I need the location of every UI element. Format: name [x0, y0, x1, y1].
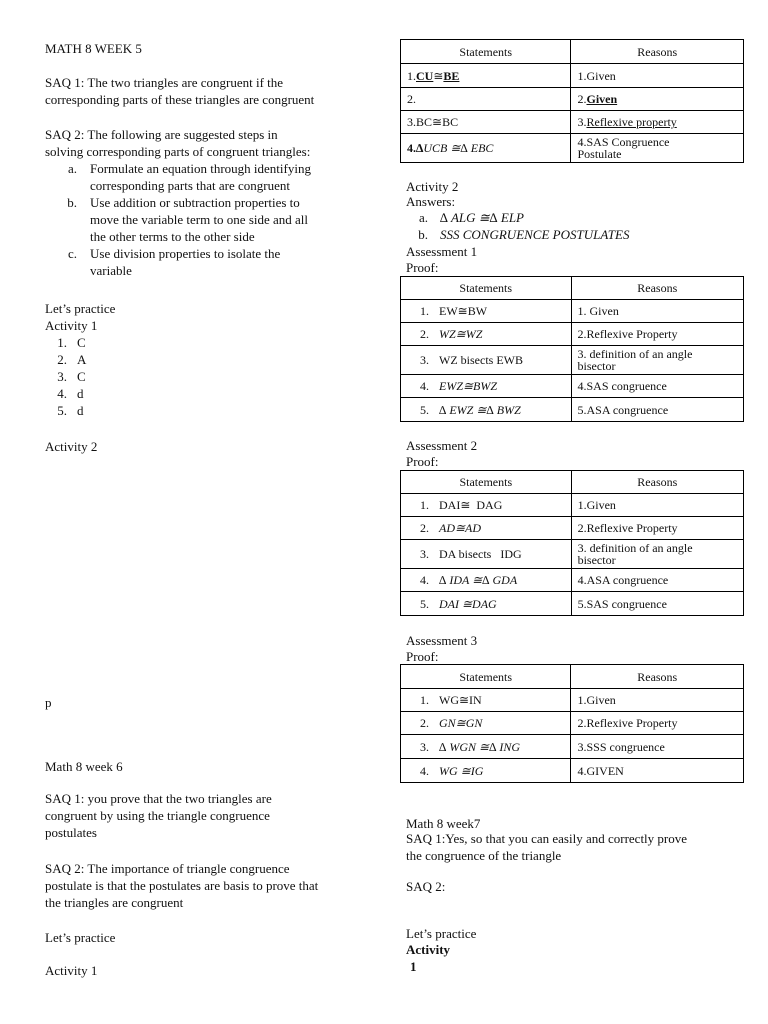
reason-cell: 5.SAS congruence [571, 592, 743, 616]
w7-lets-practice: Let’s practice [406, 926, 477, 941]
statement-cell [401, 134, 571, 163]
list-number: 2. [57, 352, 67, 367]
reason-cell: 1.Given [571, 494, 743, 517]
statement-number: 3. [420, 547, 429, 561]
statement-text: WZ≅WZ [439, 327, 483, 341]
w6-saq1-line: SAQ 1: you prove that the two triangles are [45, 791, 272, 806]
table-row [401, 375, 744, 398]
statement-number: 2. [420, 521, 429, 535]
table-row [401, 517, 744, 540]
step-line: Use division properties to isolate the [90, 246, 281, 261]
list-marker: a. [418, 210, 428, 225]
proof-label: Proof: [406, 649, 439, 664]
table-row [401, 494, 744, 517]
w6-saq1 [45, 790, 272, 841]
stray-text: p [45, 695, 52, 710]
statements-header: Statements [401, 40, 571, 64]
activity1-heading: Activity 1 [45, 318, 98, 333]
proof-table-assessment2 [400, 470, 744, 616]
statement-cell: 3.BC≅BC [401, 111, 571, 134]
table-row [401, 540, 744, 569]
saq1 [45, 74, 314, 108]
statement-cell [401, 540, 572, 569]
reason-cell [571, 111, 744, 134]
statement-number: 3. [420, 739, 429, 754]
reason-line: bisector [577, 553, 616, 567]
proof-table-week5 [400, 39, 744, 163]
list-item [45, 385, 86, 402]
statement-cell [401, 569, 572, 592]
statements-header: Statements [401, 471, 572, 494]
statement-number: 4.∆ [407, 141, 424, 155]
segment: CU [416, 68, 434, 83]
step-line: variable [90, 263, 132, 278]
step-line: corresponding parts that are congruent [90, 178, 290, 193]
table-row [401, 592, 744, 616]
statement-text: ∆ IDA ≅∆ GDA [439, 573, 518, 587]
statement-cell [401, 759, 571, 783]
proof-label: Proof: [406, 454, 439, 469]
step-line: move the variable term to one side and all [90, 212, 309, 227]
table-row [401, 569, 744, 592]
w6-saq1-line: postulates [45, 825, 97, 840]
statement-text: WG≅IN [439, 693, 482, 707]
statement-cell [401, 517, 572, 540]
reason-cell: 1.Given [571, 689, 744, 712]
statement-number: 3. [420, 353, 429, 367]
saq1-line: corresponding parts of these triangles are congruent [45, 92, 315, 107]
table-row [401, 134, 744, 163]
list-number: 5. [57, 403, 67, 418]
week7-title: Math 8 week7 [406, 816, 481, 831]
reasons-header: Reasons [571, 40, 744, 64]
reason-cell: 1.Given [571, 64, 744, 88]
reason-number: 3. [577, 115, 587, 129]
week5-title: MATH 8 WEEK 5 [45, 41, 142, 56]
w6-lets-practice: Let’s practice [45, 930, 116, 945]
reason-number: 2. [577, 92, 587, 106]
w7-saq2: SAQ 2: [406, 879, 446, 894]
step-line: the other terms to the other side [90, 229, 255, 244]
answer: C [77, 369, 86, 384]
statement-text: DA bisects IDG [439, 547, 522, 561]
reasons-header: Reasons [571, 471, 743, 494]
reason-cell: 4.ASA congruence [571, 569, 743, 592]
table-row [401, 346, 744, 375]
proof-table-assessment3 [400, 664, 744, 783]
answer: ∆ ALG ≅∆ ELP [440, 210, 524, 225]
w6-activity1: Activity 1 [45, 963, 98, 978]
saq2-line: solving corresponding parts of congruent triangles: [45, 144, 311, 159]
list-item [45, 160, 311, 194]
list-item [406, 209, 524, 226]
statement-text: EW≅BW [439, 304, 488, 318]
statement-text: ∆ EWZ ≅∆ BWZ [439, 402, 521, 417]
statements-header: Statements [401, 277, 572, 300]
lets-practice: Let’s practice [45, 301, 116, 316]
list-item [45, 368, 86, 385]
reason-cell: 3.SSS congruence [571, 735, 744, 759]
saq2-line: SAQ 2: The following are suggested steps in [45, 127, 278, 142]
reason-cell [571, 346, 744, 375]
statement-text: UCB ≅∆ EBC [423, 141, 494, 155]
statement-cell [401, 346, 572, 375]
assessment2-heading: Assessment 2 [406, 438, 478, 453]
w7-activity-number: 1 [410, 959, 417, 974]
proof-label: Proof: [406, 260, 439, 275]
statement-text: DAI ≅DAG [439, 596, 497, 611]
reason-line: Postulate [577, 147, 622, 161]
reason-cell [571, 134, 744, 163]
reason-line: 3. definition of an angle [577, 541, 693, 555]
assessment3-heading: Assessment 3 [406, 633, 478, 648]
segment: BE [443, 68, 460, 83]
statement-number: 4. [420, 573, 429, 587]
step-line: Use addition or subtraction properties to [90, 195, 300, 210]
list-marker: c. [67, 246, 77, 261]
statement-number: 2. [420, 327, 429, 341]
list-number: 1. [57, 335, 67, 350]
reason-cell: 1. Given [571, 300, 744, 323]
table-row [401, 689, 744, 712]
steps-list [45, 160, 311, 279]
w6-saq2 [45, 860, 318, 911]
reason-cell [571, 540, 743, 569]
saq1-line: SAQ 1: The two triangles are congruent if the [45, 75, 284, 90]
table-row [401, 64, 744, 88]
list-number: 3. [57, 369, 67, 384]
statement-cell [401, 712, 571, 735]
list-marker: a. [67, 161, 77, 176]
w7-activity: Activity [406, 942, 451, 957]
w6-saq1-line: congruent by using the triangle congruence [45, 808, 270, 823]
statement-number: 1. [407, 68, 416, 83]
statement-text: WZ bisects EWB [439, 353, 523, 367]
answer: C [77, 335, 86, 350]
statement-text: ∆ WGN ≅∆ ING [439, 739, 521, 754]
reason-cell: 5.ASA congruence [571, 398, 744, 422]
reason-cell [571, 88, 744, 111]
answer: d [77, 386, 84, 401]
reasons-header: Reasons [571, 665, 744, 689]
w7-saq1-line: the congruence of the triangle [406, 848, 562, 863]
statement-cell [401, 592, 572, 616]
table-row [401, 111, 744, 134]
statement-text: AD≅AD [439, 521, 482, 535]
statement-number: 4. [420, 763, 429, 778]
list-item [45, 351, 86, 368]
statement-cell [401, 689, 571, 712]
reasons-header: Reasons [571, 277, 744, 300]
saq2 [45, 126, 311, 279]
reason-line: 4.SAS Congruence [577, 135, 670, 149]
statement-cell [401, 398, 572, 422]
statement-text: WG ≅IG [439, 763, 484, 778]
statement-text: EWZ≅BWZ [439, 379, 498, 393]
answer: d [77, 403, 84, 418]
list-marker: b. [67, 195, 77, 210]
statement-number: 1. [420, 498, 429, 512]
statement-text: GN≅GN [439, 716, 483, 730]
answers-label: Answers: [406, 194, 456, 209]
list-item [406, 226, 629, 243]
statement-number: 1. [420, 693, 429, 707]
statement-cell [401, 300, 572, 323]
reason-cell: 4.GIVEN [571, 759, 744, 783]
w7-saq1-line: SAQ 1:Yes, so that you can easily and correctly prove [406, 831, 688, 846]
table-row [401, 735, 744, 759]
list-item [45, 194, 311, 245]
table-row [401, 300, 744, 323]
statement-cell: 2. [401, 88, 571, 111]
list-item [45, 334, 86, 351]
reason-cell: 2.Reflexive Property [571, 323, 744, 346]
statement-cell [401, 494, 572, 517]
statement-number: 5. [420, 596, 429, 611]
w7-saq1 [406, 830, 687, 864]
reason-line: 3. definition of an angle [577, 347, 693, 361]
w6-saq2-line: postulate is that the postulates are basis to prove that [45, 878, 319, 893]
statement-cell [401, 735, 571, 759]
list-number: 4. [57, 386, 67, 401]
reason-cell: 2.Reflexive Property [571, 712, 744, 735]
list-item [45, 245, 311, 279]
answer: SSS CONGRUENCE POSTULATES [440, 227, 630, 242]
statement-text: DAI≅ DAG [439, 498, 503, 512]
list-marker: b. [418, 227, 428, 242]
statement-cell [401, 375, 572, 398]
table-row [401, 323, 744, 346]
table-row [401, 398, 744, 422]
congruent-symbol: ≅ [433, 68, 444, 83]
statement-cell [401, 64, 571, 88]
reason-text: Reflexive property [586, 115, 677, 129]
activity1-answers [45, 334, 86, 419]
step-line: Formulate an equation through identifying [90, 161, 311, 176]
reason-text: Given [586, 92, 618, 106]
activity2-heading: Activity 2 [45, 439, 98, 454]
statement-number: 5. [420, 402, 429, 417]
week6-title: Math 8 week 6 [45, 759, 123, 774]
w6-saq2-line: the triangles are congruent [45, 895, 184, 910]
reason-cell: 4.SAS congruence [571, 375, 744, 398]
table-row [401, 88, 744, 111]
proof-table-assessment1 [400, 276, 744, 422]
w6-saq2-line: SAQ 2: The importance of triangle congruence [45, 861, 290, 876]
list-item [45, 402, 86, 419]
answer: A [77, 352, 87, 367]
statement-number: 2. [420, 716, 429, 730]
statement-number: 1. [420, 304, 429, 318]
reason-line: bisector [577, 359, 616, 373]
table-row [401, 759, 744, 783]
statements-header: Statements [401, 665, 571, 689]
activity2-heading-right: Activity 2 [406, 179, 459, 194]
reason-cell: 2.Reflexive Property [571, 517, 743, 540]
statement-cell [401, 323, 572, 346]
table-row [401, 712, 744, 735]
statement-number: 4. [420, 379, 429, 393]
assessment1-heading: Assessment 1 [406, 244, 478, 259]
